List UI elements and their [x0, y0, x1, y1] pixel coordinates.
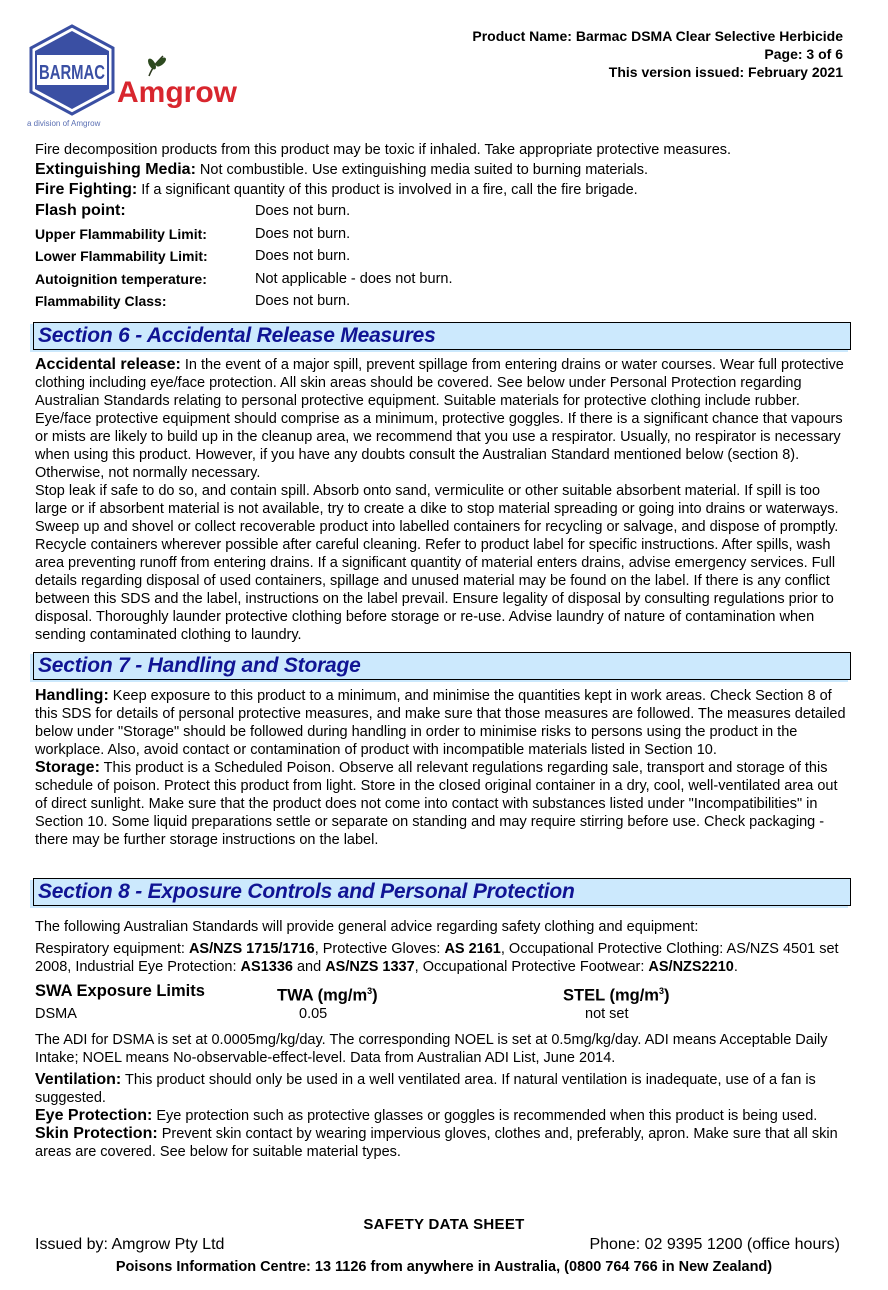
handling-label: Handling: — [35, 687, 109, 704]
stop-leak-text: Stop leak if safe to do so, and contain spill. Absorb onto sand, vermiculite or other suitable absorbent material. If spill is too large or if absorbent material is not available, try to create a dike to stop material spreading or going into drains or waterways. Sweep up and shovel or collect recoverable product into labelled containers for recycling or salvage, and dispose of promptly. Recycle containers wherever possible after careful cleaning. Refer to product label for specific instructions. After spills, wash area preventing runoff from entering drains. If a significant quantity of material enters drains, advise emergency services. Full details regarding disposal of used containers, spillage and unused material may be found on the label. If there is any conflict between this SDS and the label, instructions on the label prevail. Ensure legality of disposal by consulting regulations prior to disposal. Thoroughly launder protective clothing before storage or re-use. Advise laundry of nature of contamination when sending contaminated clothing to laundry. — [35, 483, 839, 643]
col-header-twa — [277, 982, 563, 1005]
twa-label: TWA (mg/m — [277, 986, 368, 1005]
fire-fighting — [35, 180, 853, 200]
adi-text: The ADI for DSMA is set at 0.0005mg/kg/day. The corresponding NOEL is set at 0.5mg/kg/day. ADI means Acceptable Daily Intake; NOEL means No-observable-effect-level. Data from Australian ADI List, June 2014. — [35, 1031, 828, 1066]
extinguishing-label: Extinguishing Media: — [35, 161, 196, 178]
exposure-limits-header-row — [35, 982, 853, 1005]
property-value: Does not burn. — [255, 203, 351, 220]
twa-superscript: 3 — [367, 986, 373, 996]
stel-cell: not set — [585, 1005, 629, 1022]
footer-contact-row — [35, 1236, 840, 1254]
storage-label: Storage: — [35, 759, 100, 776]
logo-graphic — [25, 22, 255, 130]
section-7-body — [35, 687, 853, 849]
col-header-stel — [563, 982, 669, 1005]
ventilation-text: This product should only be used in a well ventilated area. If natural ventilation is inadequate, use of a fan is suggested. — [35, 1071, 816, 1106]
standards-part: , Protective Gloves: — [314, 941, 445, 957]
property-value: Does not burn. — [255, 248, 351, 265]
issued-by: Issued by: Amgrow Pty Ltd — [35, 1236, 225, 1253]
section-7-header — [33, 652, 851, 680]
standard-code: AS 2161 — [444, 941, 501, 957]
property-row — [35, 268, 853, 291]
property-value: Does not burn. — [255, 293, 351, 310]
document-header — [472, 27, 843, 81]
accidental-release — [35, 356, 853, 482]
section-7-title: Section 7 - Handling and Storage — [38, 654, 361, 677]
exposure-limits-row — [35, 1005, 853, 1023]
section-8-header — [33, 878, 851, 906]
barmac-amgrow-logo — [25, 22, 255, 130]
stel-suffix: ) — [663, 986, 670, 1005]
storage-text: This product is a Scheduled Poison. Observe all relevant regulations regarding sale, transport and storage of this schedule of poison. Protect this product from light. Store in the closed original container in a dry, cool, well-ventilated area out of direct sunlight. Make sure that the product does not come into contact with substances listed under "Incompatibilities" in Section 10. Some liquid preparations settle or separate on standing and may require stirring before use. Check packaging - there may be further storage instructions on the label. — [35, 760, 838, 848]
amgrow-wordmark: Amgrow — [117, 76, 237, 109]
property-row — [35, 200, 853, 223]
col-header-swa: SWA Exposure Limits — [35, 982, 205, 1000]
eye-protection-label: Eye Protection: — [35, 1106, 153, 1124]
version-date: This version issued: February 2021 — [608, 64, 843, 80]
eye-protection — [35, 1107, 853, 1125]
section-8-title: Section 8 - Exposure Controls and Personal Protection — [38, 880, 575, 903]
standard-code: AS/NZS 1337 — [325, 959, 415, 975]
property-value: Does not burn. — [255, 225, 351, 242]
standard-code: AS1336 — [240, 959, 293, 975]
fire-fighting-label: Fire Fighting: — [35, 181, 138, 198]
extinguishing-media — [35, 160, 853, 180]
accidental-release-label: Accidental release: — [35, 356, 181, 373]
handling — [35, 687, 853, 759]
logo-tagline: a division of Amgrow — [27, 119, 101, 128]
standard-code: AS/NZS2210 — [648, 959, 734, 975]
barmac-wordmark: BARMAC — [39, 62, 105, 84]
section-6-title: Section 6 - Accidental Release Measures — [38, 324, 436, 347]
product-name: Product Name: Barmac DSMA Clear Selective Herbicide — [472, 28, 843, 44]
property-label: Upper Flammability Limit: — [35, 225, 207, 242]
eye-protection-text: Eye protection such as protective glasses or goggles is recommended when this product is being used. — [152, 1107, 818, 1124]
extinguishing-text: Not combustible. Use extinguishing media suited to burning materials. — [195, 162, 649, 178]
footer-title: SAFETY DATA SHEET — [363, 1216, 525, 1233]
standards-list — [35, 940, 853, 976]
fire-decomposition-text: Fire decomposition products from this product may be toxic if inhaled. Take appropriate protective measures. — [35, 142, 732, 158]
twa-cell: 0.05 — [299, 1005, 328, 1022]
exposure-limits-table — [35, 982, 853, 1023]
stel-label: STEL (mg/m — [563, 986, 659, 1005]
fire-fighting-block — [35, 140, 853, 313]
handling-text: Keep exposure to this product to a minimum, and minimise the quantities kept in work areas. Check Section 8 of this SDS for details of personal protective measures, and make sure that those measures are followed. The measures detailed below under "Storage" should be followed during handling in order to minimise risks to persons using the product in the workplace. Also, avoid contact or contamination of product with incompatible materials listed in Section 10. — [35, 688, 846, 758]
flammability-properties — [35, 200, 853, 313]
standards-intro: The following Australian Standards will provide general advice regarding safety clothing and equipment: — [35, 919, 699, 935]
twa-suffix: ) — [372, 986, 378, 1005]
standards-part: Respiratory equipment: — [35, 941, 189, 957]
accidental-release-text: In the event of a major spill, prevent spillage from entering drains or water courses. Wear full protective clothing including eye/face protection. All skin areas should be covered. See below under Personal Protection regarding Australian Standards relating to personal protective equipment. Suitable materials for protective clothing include rubber. Eye/face protective equipment should comprise as a minimum, protective goggles. If there is a significant chance that vapours or mists are likely to build up in the cleanup area, we recommend that you use a respirator. Usually, no respirator is necessary when using this product. However, if you have any doubts consult the Australian Standard mentioned below (section 8). Otherwise, not normally necessary. — [35, 357, 844, 481]
standards-part: , Occupational Protective Clothing: AS/NZS 4501 set 2008, Industrial Eye Protection: — [35, 941, 839, 975]
property-row — [35, 223, 853, 246]
skin-protection-label: Skin Protection: — [35, 1124, 158, 1142]
skin-protection-text: Prevent skin contact by wearing impervious gloves, clothes and, preferably, apron. Make sure that all skin areas are covered. See below for suitable material types. — [35, 1125, 838, 1160]
skin-protection — [35, 1125, 853, 1161]
standards-part: . — [733, 959, 738, 975]
phone-number: Phone: 02 9395 1200 (office hours) — [589, 1236, 840, 1253]
standards-part: and — [292, 959, 326, 975]
substance-cell: DSMA — [35, 1005, 77, 1022]
ventilation-label: Ventilation: — [35, 1070, 122, 1088]
property-label: Lower Flammability Limit: — [35, 248, 208, 265]
property-value: Not applicable - does not burn. — [255, 270, 453, 287]
property-label: Flash point: — [35, 202, 126, 220]
section-6-header — [33, 322, 851, 350]
poisons-information: Poisons Information Centre: 13 1126 from anywhere in Australia, (0800 764 766 in New Zealand) — [115, 1259, 773, 1275]
stel-superscript: 3 — [658, 986, 664, 996]
property-row — [35, 290, 853, 313]
storage — [35, 759, 853, 849]
fire-fighting-text: If a significant quantity of this product is involved in a fire, call the fire brigade. — [137, 182, 638, 198]
section-6-body — [35, 356, 853, 644]
property-label: Flammability Class: — [35, 293, 167, 310]
section-8-body — [35, 918, 853, 1161]
ventilation — [35, 1071, 853, 1107]
standards-part: , Occupational Protective Footwear: — [414, 959, 649, 975]
standard-code: AS/NZS 1715/1716 — [188, 941, 315, 957]
property-label: Autoignition temperature: — [35, 270, 207, 287]
page-number: Page: 3 of 6 — [764, 46, 843, 62]
property-row — [35, 245, 853, 268]
